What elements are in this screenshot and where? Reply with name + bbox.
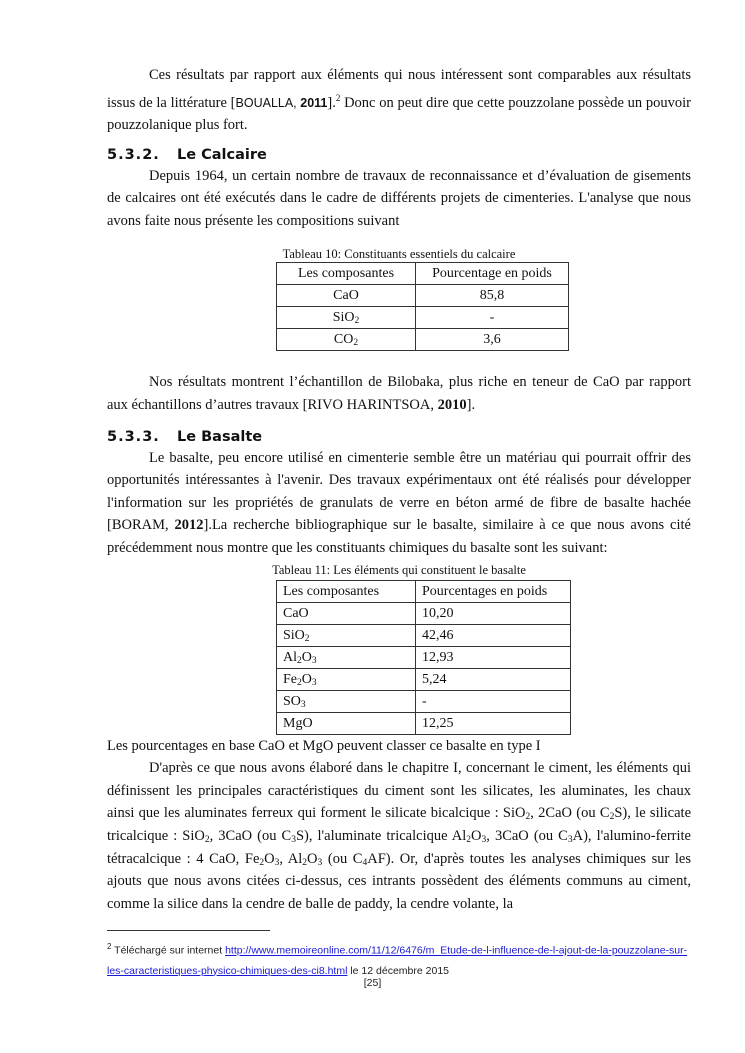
table-cell: 3,6 [416,329,569,351]
table-row [277,624,571,646]
table-row [277,307,569,329]
table-header-cell: Pourcentages en poids [416,580,571,602]
section-heading-calcaire [107,145,691,165]
table-cell: SiO$_2$ [277,307,416,329]
paragraph-basalte: Le basalte, peu encore utilisé en cimenterie semble être un matériau qui pourrait offrir des opportunités intéressantes à l'avenir. Des travaux expérimentaux ont été réalisés pour développer l'information sur les propriétés de granulats de verre en béton armé de fibre de basalte hachée [BORAM, 2012].La recherche bibliographique sur le basalte, similaire à ce que nous avons cité précédemment nous montre que les constituants chimiques du basalte sont les suivant: [107,449,691,556]
paragraph-calcaire: Depuis 1964, un certain nombre de travaux de reconnaissance et d’évaluation de gisements de calcaires ont été exécutés dans le cadre de différents projets de cimenteries. L'analyse que nous avons faite nous présente les compositions suivant [107,167,691,229]
table-cell: SiO$_2$ [277,624,416,646]
table-row [277,668,571,690]
table-cell: 12,93 [416,646,571,668]
table-cell: - [416,690,571,712]
paragraph-text: Ces résultats par rapport aux éléments qui nous intéressent sont comparables aux résultats issus de la littérature [ [107,67,691,111]
footnote: $^2$ Téléchargé sur internet http://www.memoireonline.com/11/12/6476/m_Etude-de-l-influence-de-l-ajout-de-la-pouzzolane-sur-les-caracteristiques-physico-chimiques-des-ci8.html le 12 décembre 2015 [107,942,688,977]
table-10 [276,262,569,351]
table-header-row [277,580,571,602]
table-cell: - [416,307,569,329]
section-heading-basalte [107,427,691,447]
table-11-caption: Tableau 11: Les éléments qui constituent le basalte [272,562,526,577]
table-11 [276,580,571,735]
footnote-link[interactable]: http://www.memoireonline.com/11/12/6476/m_Etude-de-l-influence-de-l-ajout-de-la-pouzzolane-sur-les-caracteristiques-physico-chimiques-des-ci8.html [107,944,688,977]
table-header-row [277,263,569,285]
section-number: 5.3.3. [107,428,160,445]
table-cell: $CO_2$ [277,329,416,351]
table-cell: 5,24 [416,668,571,690]
section-title: Le Calcaire [177,146,267,163]
footnote-reference[interactable]: 2 [335,92,341,103]
table-header-cell: Pourcentage en poids [416,263,569,285]
table-cell: $SO_3$ [277,690,416,712]
table-cell: 12,25 [416,712,571,734]
page-number: [25] [363,977,382,989]
citation-year: 2011 [300,95,328,110]
paragraph-type: Les pourcentages en base CaO et MgO peuvent classer ce basalte en type I [107,737,541,754]
table-cell: CaO [277,285,416,307]
table-header-cell: Les composantes [277,580,416,602]
paragraph-bilobaka: Nos résultats montrent l’échantillon de Bilobaka, plus riche en teneur de CaO par rapport aux échantillons d’autres travaux [RIVO HARINTSOA, 2010]. [107,374,691,413]
section-title: Le Basalte [177,428,263,445]
table-row [277,712,571,734]
paragraph-results: Ces résultats par rapport aux éléments qui nous intéressent sont comparables aux résultats issus de la littérature [BOUALLA, 2011].$^2$ Donc on peut dire que cette pouzzolane possède un pouvoir pouzzolanique plus fort. [107,67,691,134]
table-10-caption: Tableau 10: Constituants essentiels du calcaire [282,247,516,262]
table-cell: 42,46 [416,624,571,646]
table-cell: $Al_2O_3$ [277,646,416,668]
footnote-number: 2 [107,942,112,951]
page-content [107,64,691,915]
footnote-divider [107,930,270,931]
table-row [277,690,571,712]
paragraph-ciment: D'après ce que nous avons élaboré dans le chapitre I, concernant le ciment, les éléments qui définissent les principales caractéristiques du ciment sont les silicates, les aluminates, les chaux ainsi que les aluminates ferreux qui forment le silicate bicalcique : SiO$_2$, 2CaO (ou $C_2S$), le silicate tricalcique : SiO$_2$, 3CaO (ou $C_3S$), l'aluminate tricalcique $Al_2O_3$, 3CaO (ou $C_3A$), l'alumino-ferrite tétracalcique : 4 CaO, $Fe_2O_3$, $Al_2O_3$ (ou $C_4AF$). Or, d'après toutes les analyses chimiques sur les ajouts que nous avons citées ci-dessus, ces intrants possèdent des éléments communs au ciment, comme la silice dans la cendre de balle de paddy, la cendre volante, la [107,760,692,912]
table-cell: 85,8 [416,285,569,307]
table-cell: 10,20 [416,602,571,624]
table-cell: MgO [277,712,416,734]
table-row [277,646,571,668]
table-header-cell: Les composantes [277,263,416,285]
table-row [277,285,569,307]
table-cell: CaO [277,602,416,624]
section-number: 5.3.2. [107,146,160,163]
table-row [277,329,569,351]
citation-author: BOUALLA, [235,95,301,110]
table-cell: $Fe_2O_3$ [277,668,416,690]
table-row [277,602,571,624]
